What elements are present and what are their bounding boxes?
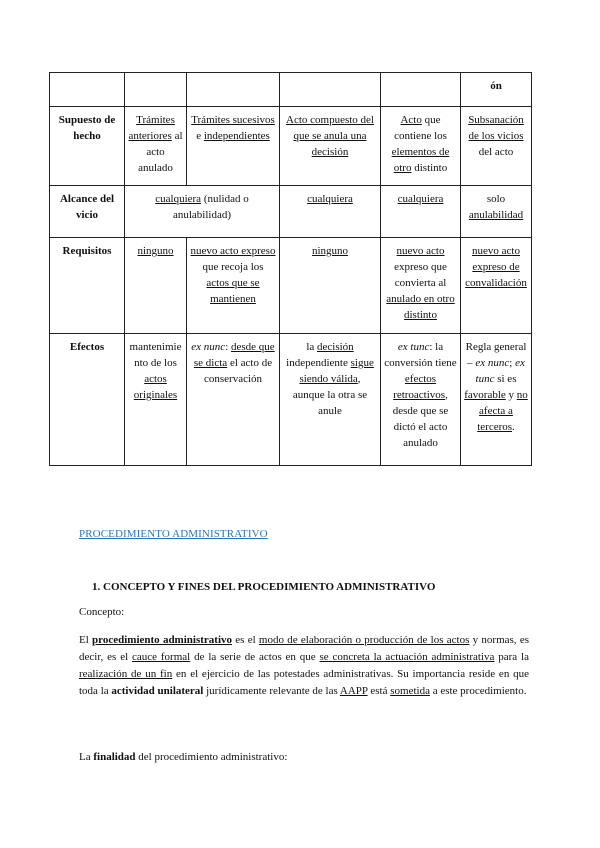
- table-row-alcance: [50, 186, 532, 238]
- table-cell: [381, 73, 461, 107]
- table-cell: ón: [461, 73, 532, 107]
- table-cell: la decisión independiente sigue siendo válida, aunque la otra se anule: [280, 334, 381, 466]
- table-cell: Regla general – ex nunc; ex tunc si es favorable y no afecta a terceros.: [461, 334, 532, 466]
- section-title: 1. CONCEPTO Y FINES DEL PROCEDIMIENTO ADMINISTRATIVO: [92, 581, 436, 593]
- table-cell: ninguno: [125, 238, 187, 334]
- table-cell: nuevo acto expreso de convalidación: [461, 238, 532, 334]
- table-row-header: [50, 73, 532, 107]
- table-cell: [280, 73, 381, 107]
- table-cell: Trámites anteriores al acto anulado: [125, 107, 187, 186]
- table-cell: Acto que contiene los elementos de otro distinto: [381, 107, 461, 186]
- row-header-requisitos: Requisitos: [50, 238, 125, 334]
- table-cell: [50, 73, 125, 107]
- table-cell: ninguno: [280, 238, 381, 334]
- table-row-efectos: [50, 334, 532, 466]
- table-cell: cualquiera (nulidad o anulabilidad): [125, 186, 280, 238]
- section-heading-link[interactable]: PROCEDIMIENTO ADMINISTRATIVO: [79, 528, 268, 540]
- table-cell: [125, 73, 187, 107]
- table-cell: ex nunc: desde que se dicta el acto de conservación: [187, 334, 280, 466]
- row-header-alcance: Alcance del vicio: [50, 186, 125, 238]
- table-cell: Trámites sucesivos e independientes: [187, 107, 280, 186]
- table-cell: solo anulabilidad: [461, 186, 532, 238]
- table-row-requisitos: [50, 238, 532, 334]
- row-header-supuesto: Supuesto de hecho: [50, 107, 125, 186]
- table-cell: cualquiera: [381, 186, 461, 238]
- concepto-label: Concepto:: [79, 606, 125, 618]
- table-cell: Subsanación de los vicios del acto: [461, 107, 532, 186]
- table-row-supuesto: [50, 107, 532, 186]
- table-cell: cualquiera: [280, 186, 381, 238]
- concepto-paragraph: El procedimiento administrativo es el modo de elaboración o producción de los actos y normas, es decir, es el cauce formal de la serie de actos en que se concreta la actuación administrativa para la realización de un fin en el ejercicio de las potestades administrativas. Su importancia reside en que toda la actividad unilateral jurídicamente relevante de las AAPP está sometida a este procedimiento.: [79, 634, 529, 697]
- finalidad-line: La finalidad del procedimiento administrativo:: [79, 751, 288, 763]
- comparison-table: [49, 72, 532, 466]
- table-cell: mantenimiento de los actos originales: [125, 334, 187, 466]
- table-cell: nuevo acto expreso que convierta al anulado en otro distinto: [381, 238, 461, 334]
- table-cell: nuevo acto expreso que recoja los actos que se mantienen: [187, 238, 280, 334]
- table-cell: [187, 73, 280, 107]
- table-cell: Acto compuesto del que se anula una decisión: [280, 107, 381, 186]
- row-header-efectos: Efectos: [50, 334, 125, 466]
- table-cell: ex tunc: la conversión tiene efectos retroactivos, desde que se dictó el acto anulado: [381, 334, 461, 466]
